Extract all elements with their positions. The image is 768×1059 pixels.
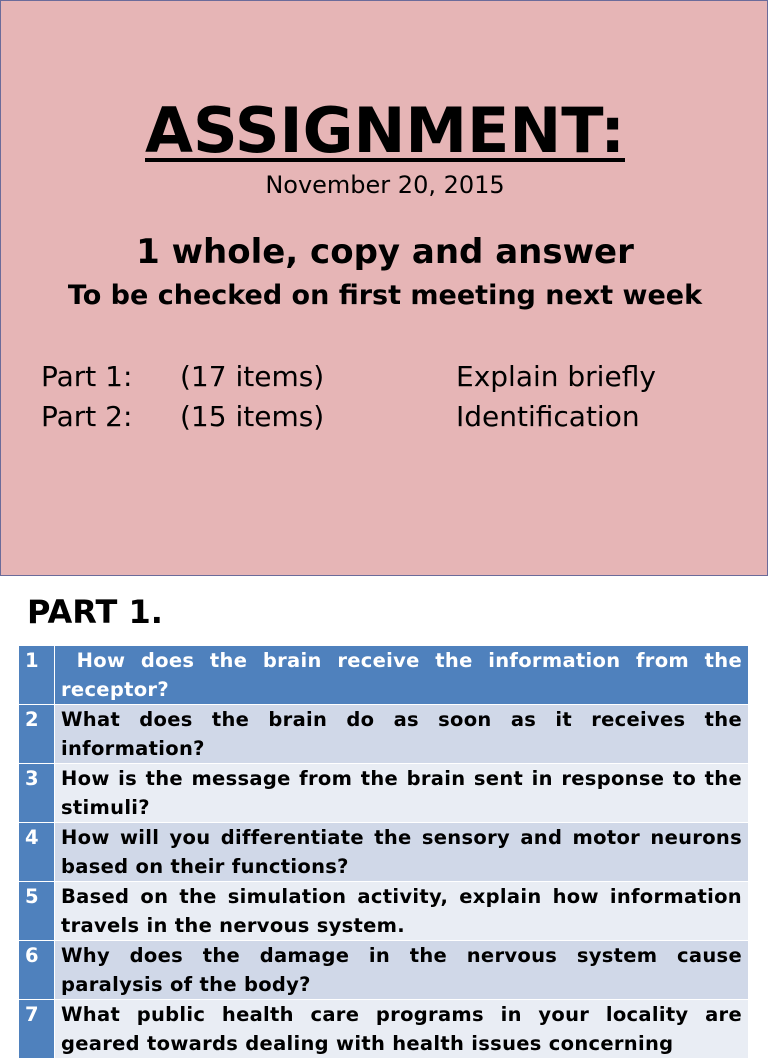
instruction-main: 1 whole, copy and answer	[136, 232, 634, 272]
part-type: Identification	[456, 400, 640, 433]
instruction-sub: To be checked on first meeting next week	[67, 280, 703, 311]
question-text: How is the message from the brain sent in response to the stimuli?	[55, 764, 749, 823]
question-text: Based on the simulation activity, explain how information travels in the nervous system.	[55, 882, 749, 941]
question-number: 1	[19, 646, 55, 705]
part-label: Part 2:	[41, 400, 133, 433]
question-number: 4	[19, 823, 55, 882]
question-text: Why does the damage in the nervous system cause paralysis of the body?	[55, 941, 749, 1000]
slide-title: ASSIGNMENT:	[145, 94, 625, 167]
table-row	[19, 764, 749, 823]
table-row	[19, 646, 749, 705]
part-1-heading: PART 1.	[27, 593, 163, 631]
question-number: 3	[19, 764, 55, 823]
part-label: Part 1:	[41, 360, 133, 393]
question-text: What does the brain do as soon as it receives the information?	[55, 705, 749, 764]
assignment-date: November 20, 2015	[265, 171, 505, 199]
part-item-count: (15 items)	[180, 400, 325, 433]
questions-table	[18, 645, 749, 1059]
question-text: What public health care programs in your locality are geared towards dealing with health issues concerning	[55, 1000, 749, 1059]
question-number: 5	[19, 882, 55, 941]
part-type: Explain briefly	[456, 360, 656, 393]
table-row	[19, 1000, 749, 1059]
table-row	[19, 823, 749, 882]
question-number: 6	[19, 941, 55, 1000]
question-text: How does the brain receive the information from the receptor?	[55, 646, 749, 705]
question-number: 7	[19, 1000, 55, 1059]
table-row	[19, 705, 749, 764]
table-row	[19, 882, 749, 941]
question-number: 2	[19, 705, 55, 764]
question-text: How will you differentiate the sensory and motor neurons based on their functions?	[55, 823, 749, 882]
part-item-count: (17 items)	[180, 360, 325, 393]
table-row	[19, 941, 749, 1000]
